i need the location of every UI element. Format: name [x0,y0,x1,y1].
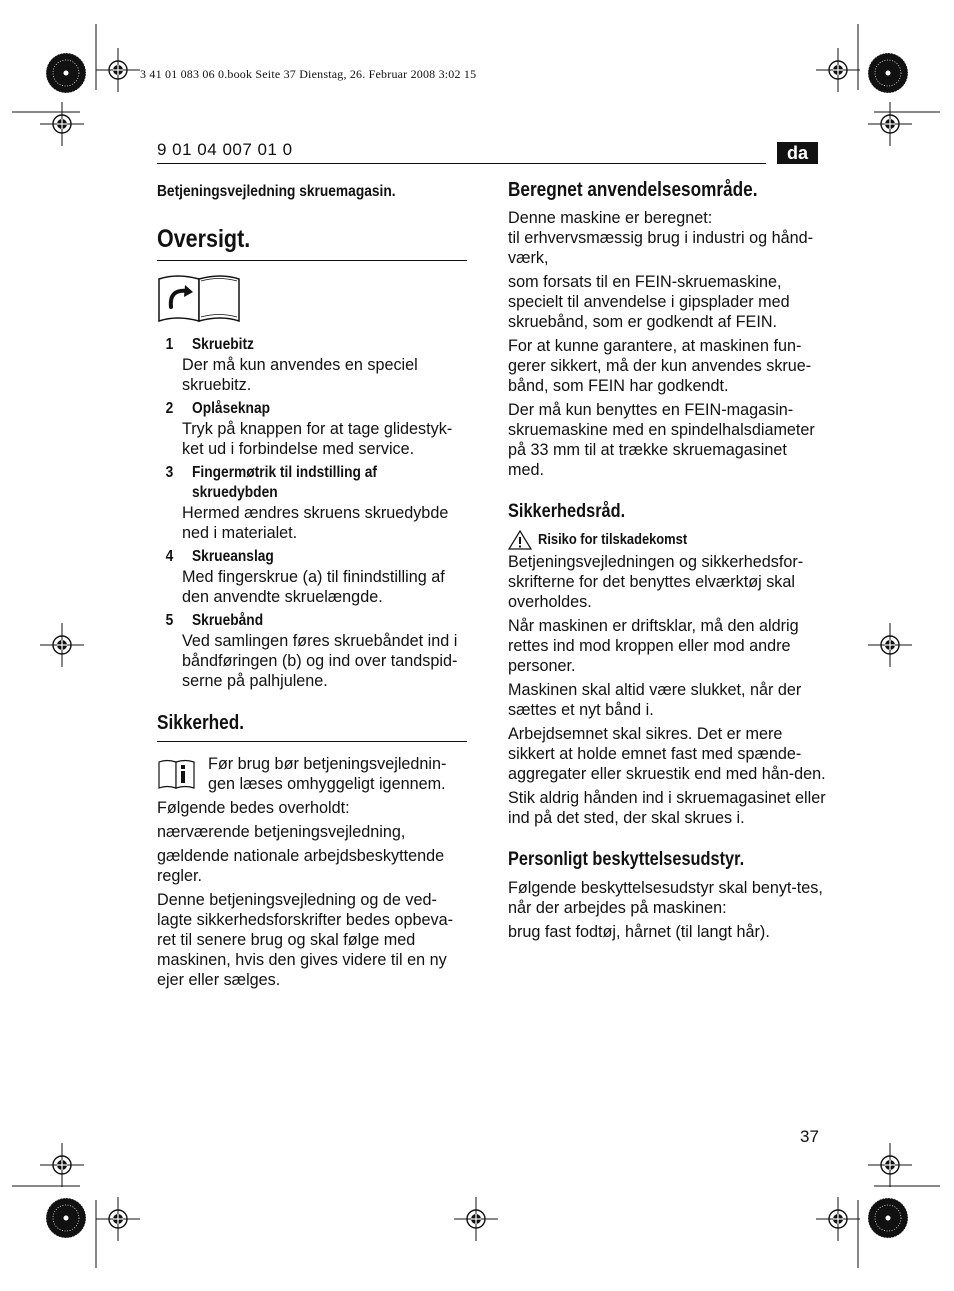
ppe-paragraph: Følgende beskyttelsesudstyr skal benyt-tes, når der arbejdes på maskinen: [508,879,823,917]
item-description: Hermed ændres skruens skruedybde ned i materialet. [182,504,449,542]
open-book-icon [157,271,241,325]
list-item [157,399,469,459]
item-number: 4 [165,548,174,565]
safety-tip-paragraph: Betjeningsvejledningen og sikkerhedsfor-skrifterne for det benyttes elværktøj skal overholdes. [508,553,804,611]
manual-title: Betjeningsvejledning skruemagasin. [157,183,396,200]
overview-heading: Oversigt. [157,225,251,253]
item-title: Oplåseknap [192,400,271,417]
item-title: Skrueanslag [192,548,274,565]
parts-list [157,335,469,691]
safety-rule [157,741,467,742]
item-description: Der må kun anvendes en speciel skruebitz. [182,356,418,394]
item-description: Tryk på knappen for at tage glidestyk-ket ud i forbindelse med service. [182,420,453,458]
warning-label: Risiko for tilskadekomst [538,531,688,548]
right-column [508,178,826,946]
safety-paragraph: gældende nationale arbejdsbeskyttende regler. [157,847,445,885]
warning-triangle-icon [508,530,532,550]
document-number: 9 01 04 007 01 0 [157,140,293,159]
overview-rule [157,260,467,261]
safety-tips-heading: Sikkerhedsråd. [508,501,626,522]
info-icon [157,758,197,790]
intended-use-heading: Beregnet anvendelsesområde. [508,179,758,201]
ppe-heading: Personligt beskyttelsesudstyr. [508,849,745,870]
header-rule [157,163,766,164]
list-item [157,547,469,607]
item-title: Skruebitz [192,336,254,353]
item-title: Skruebånd [192,612,264,629]
safety-tip-paragraph: Når maskinen er driftsklar, må den aldrig rettes ind mod kroppen eller mod andre personer. [508,617,799,675]
intended-use-paragraph: Der må kun benyttes en FEIN-magasin-skruemaskine med en spindelhalsdiameter på 33 mm til at trække skruemagasinet med. [508,401,815,479]
ppe-paragraph: brug fast fodtøj, hårnet (til langt hår). [508,923,770,941]
list-item [157,611,469,691]
safety-heading: Sikkerhed. [157,712,245,734]
item-number: 1 [165,336,174,353]
intended-use-paragraph: For at kunne garantere, at maskinen fun-gerer sikkert, må der kun anvendes skrue-bånd, som FEIN har godkendt. [508,337,812,395]
page-number: 37 [800,1127,819,1146]
intended-use-paragraph: til erhvervsmæssig brug i industri og hånd-værk, [508,229,813,267]
item-number: 3 [165,464,174,481]
intended-use-paragraph: som forsats til en FEIN-skruemaskine, specielt til anvendelse i gipsplader med skruebånd, som er godkendt af FEIN. [508,273,790,331]
safety-tip-paragraph: Stik aldrig hånden ind i skruemagasinet eller ind på det sted, der skal skrues i. [508,789,826,827]
item-title: Fingermøtrik til indstilling af skruedybden [192,464,378,501]
list-item [157,335,469,395]
file-meta-line: 3 41 01 083 06 0.book Seite 37 Dienstag, 26. Februar 2008 3:02 15 [140,67,477,81]
left-column [157,178,469,994]
safety-paragraph: Denne betjeningsvejledning og de ved-lagte sikkerhedsforskrifter bedes opbeva-ret til senere brug og skal følge med maskinen, hvis den gives videre til en ny ejer eller sælges. [157,891,454,989]
warning-line [508,530,826,550]
safety-paragraph: Følgende bedes overholdt: [157,799,350,817]
intended-use-paragraph: Denne maskine er beregnet: [508,209,713,227]
item-number: 2 [165,400,174,417]
item-description: Ved samlingen føres skruebåndet ind i båndføringen (b) og ind over tandspid-serne på palhjulene. [182,632,458,690]
info-note [157,754,469,794]
safety-paragraph: nærværende betjeningsvejledning, [157,823,406,841]
safety-tip-paragraph: Arbejdsemnet skal sikres. Det er mere sikkert at holde emnet fast med spænde-aggregater eller skruestik end med hån-den. [508,725,826,783]
language-badge: da [777,142,818,164]
safety-tip-paragraph: Maskinen skal altid være slukket, når der sættes et nyt bånd i. [508,681,802,719]
item-number: 5 [165,612,174,629]
info-text: Før brug bør betjeningsvejlednin-gen læses omhyggeligt igennem. [208,755,447,793]
list-item [157,463,469,543]
item-description: Med fingerskrue (a) til finindstilling af den anvendte skruelængde. [182,568,445,606]
